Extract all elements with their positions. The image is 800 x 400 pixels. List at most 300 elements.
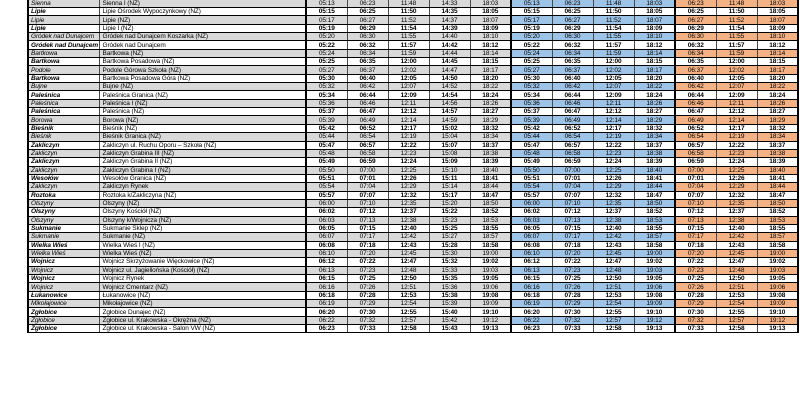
time-cell: 14:57 [429, 108, 470, 116]
time-cell: 06:37 [675, 66, 716, 74]
time-cell: 12:25 [593, 166, 634, 174]
time-cell: 18:24 [470, 91, 511, 99]
time-cell: 06:42 [347, 83, 388, 91]
time-cell: 19:00 [470, 249, 511, 257]
time-cell: 05:24 [306, 49, 347, 57]
time-cell: 11:57 [716, 41, 757, 49]
time-cell: 06:54 [552, 133, 593, 141]
time-cell: 06:18 [511, 291, 552, 299]
time-cell: 06:23 [347, 0, 388, 8]
time-cell: 19:09 [634, 300, 675, 308]
time-cell: 05:25 [306, 58, 347, 66]
station-cell: Olszyny [28, 208, 99, 216]
time-cell: 12:17 [388, 124, 429, 132]
time-cell: 06:47 [552, 108, 593, 116]
station-cell: Sienna [28, 0, 99, 8]
stop-cell: Wielka Wieś I (NZ) [99, 241, 306, 249]
time-cell: 12:12 [388, 108, 429, 116]
time-cell: 06:05 [511, 224, 552, 232]
table-row [28, 233, 798, 241]
time-cell: 07:10 [552, 199, 593, 207]
time-cell: 11:55 [388, 33, 429, 41]
time-cell: 12:51 [388, 283, 429, 291]
time-cell: 07:13 [347, 216, 388, 224]
time-cell: 19:13 [757, 325, 798, 333]
table-row [28, 208, 798, 216]
time-cell: 11:52 [388, 16, 429, 24]
time-cell: 18:47 [470, 191, 511, 199]
time-cell: 06:57 [675, 141, 716, 149]
time-cell: 07:26 [347, 283, 388, 291]
time-cell: 06:08 [511, 241, 552, 249]
time-cell: 15:43 [429, 325, 470, 333]
time-cell: 11:54 [388, 24, 429, 32]
time-cell: 07:32 [675, 316, 716, 324]
time-cell: 06:23 [306, 325, 347, 333]
time-cell: 11:50 [716, 8, 757, 16]
time-cell: 05:15 [306, 8, 347, 16]
time-cell: 18:03 [470, 0, 511, 8]
time-cell: 12:26 [593, 174, 634, 182]
time-cell: 12:55 [716, 308, 757, 316]
time-cell: 12:14 [593, 116, 634, 124]
time-cell: 12:42 [388, 233, 429, 241]
time-cell: 12:11 [716, 99, 757, 107]
time-cell: 05:50 [306, 166, 347, 174]
table-row [28, 183, 798, 191]
time-cell: 12:23 [388, 149, 429, 157]
time-cell: 11:52 [593, 16, 634, 24]
time-cell: 18:55 [470, 224, 511, 232]
time-cell: 18:52 [757, 208, 798, 216]
time-cell: 07:01 [347, 174, 388, 182]
stop-cell: Olszyny (NZ) [99, 199, 306, 207]
time-cell: 12:26 [716, 174, 757, 182]
time-cell: 14:44 [429, 49, 470, 57]
time-cell: 18:26 [470, 99, 511, 107]
table-row [28, 108, 798, 116]
time-cell: 19:06 [470, 283, 511, 291]
time-cell: 06:42 [675, 83, 716, 91]
time-cell: 07:32 [347, 316, 388, 324]
table-row [28, 291, 798, 299]
time-cell: 05:39 [511, 116, 552, 124]
time-cell: 12:42 [593, 233, 634, 241]
stop-cell: Zgłobice ul. Krakowska - Okrężna (NZ) [99, 316, 306, 324]
time-cell: 06:37 [347, 66, 388, 74]
time-cell: 14:50 [429, 74, 470, 82]
time-cell: 06:59 [675, 158, 716, 166]
time-cell: 12:17 [593, 124, 634, 132]
time-cell: 07:29 [675, 300, 716, 308]
time-cell: 12:02 [388, 66, 429, 74]
stop-cell: Wojnicz ul. Jagiellońska (Kościół) (NZ) [99, 266, 306, 274]
time-cell: 12:17 [716, 124, 757, 132]
time-cell: 12:05 [716, 74, 757, 82]
time-cell: 12:14 [388, 116, 429, 124]
time-cell: 19:00 [757, 249, 798, 257]
station-cell: Wojnicz [28, 283, 99, 291]
time-cell: 06:46 [675, 99, 716, 107]
time-cell: 06:12 [306, 258, 347, 266]
station-cell: Paleśnica [28, 108, 99, 116]
time-cell: 18:09 [757, 24, 798, 32]
time-cell: 06:07 [511, 233, 552, 241]
time-cell: 06:49 [675, 116, 716, 124]
time-cell: 06:42 [552, 83, 593, 91]
time-cell: 19:02 [634, 258, 675, 266]
time-cell: 06:57 [347, 141, 388, 149]
time-cell: 14:59 [429, 116, 470, 124]
station-cell: Zakliczyn [28, 141, 99, 149]
time-cell: 06:27 [552, 16, 593, 24]
station-cell: Gródek nad Dunajcem [28, 33, 99, 41]
time-cell: 19:00 [634, 249, 675, 257]
time-cell: 12:09 [593, 91, 634, 99]
time-cell: 06:23 [511, 325, 552, 333]
time-cell: 12:38 [716, 216, 757, 224]
time-cell: 06:16 [511, 283, 552, 291]
time-cell: 18:41 [757, 174, 798, 182]
time-cell: 14:37 [429, 16, 470, 24]
station-cell: Zgłobice [28, 308, 99, 316]
time-cell: 05:13 [511, 0, 552, 8]
station-cell: Paleśnica [28, 99, 99, 107]
time-cell: 18:09 [470, 24, 511, 32]
time-cell: 11:55 [716, 33, 757, 41]
time-cell: 18:39 [757, 158, 798, 166]
time-cell: 18:27 [634, 108, 675, 116]
time-cell: 07:13 [675, 216, 716, 224]
time-cell: 18:44 [634, 183, 675, 191]
station-cell: Roztoka [28, 191, 99, 199]
time-cell: 07:17 [347, 233, 388, 241]
time-cell: 15:17 [429, 191, 470, 199]
time-cell: 18:44 [470, 183, 511, 191]
time-cell: 12:54 [388, 300, 429, 308]
time-cell: 12:35 [593, 199, 634, 207]
time-cell: 15:39 [429, 300, 470, 308]
time-cell: 07:33 [552, 325, 593, 333]
time-cell: 06:49 [347, 116, 388, 124]
table-row [28, 33, 798, 41]
time-cell: 07:15 [552, 224, 593, 232]
time-cell: 07:30 [675, 308, 716, 316]
time-cell: 11:57 [388, 41, 429, 49]
time-cell: 12:29 [593, 183, 634, 191]
time-cell: 05:37 [511, 108, 552, 116]
time-cell: 18:27 [470, 108, 511, 116]
time-cell: 05:42 [511, 124, 552, 132]
time-cell: 06:29 [347, 24, 388, 32]
time-cell: 18:03 [634, 0, 675, 8]
time-cell: 06:15 [511, 275, 552, 283]
time-cell: 15:25 [429, 224, 470, 232]
time-cell: 14:40 [429, 33, 470, 41]
time-cell: 06:46 [552, 99, 593, 107]
time-cell: 07:17 [675, 233, 716, 241]
time-cell: 12:47 [388, 258, 429, 266]
time-cell: 18:05 [470, 8, 511, 16]
time-cell: 18:55 [634, 224, 675, 232]
time-cell: 07:00 [675, 166, 716, 174]
table-row [28, 300, 798, 308]
time-cell: 06:00 [511, 199, 552, 207]
time-cell: 07:15 [347, 224, 388, 232]
time-cell: 07:28 [552, 291, 593, 299]
time-cell: 06:58 [347, 149, 388, 157]
time-cell: 12:47 [593, 258, 634, 266]
time-cell: 11:59 [716, 49, 757, 57]
time-cell: 07:22 [675, 258, 716, 266]
time-cell: 12:11 [388, 99, 429, 107]
time-cell: 07:23 [347, 266, 388, 274]
time-cell: 06:19 [511, 300, 552, 308]
time-cell: 12:51 [593, 283, 634, 291]
time-cell: 18:32 [757, 124, 798, 132]
stop-cell: Wielka Wieś (NZ) [99, 249, 306, 257]
table-row [28, 8, 798, 16]
time-cell: 06:10 [306, 249, 347, 257]
time-cell: 18:03 [757, 0, 798, 8]
table-row [28, 266, 798, 274]
time-cell: 18:20 [634, 74, 675, 82]
time-cell: 05:27 [511, 66, 552, 74]
time-cell: 18:07 [757, 16, 798, 24]
time-cell: 05:20 [511, 33, 552, 41]
station-cell: Wesołów [28, 174, 99, 182]
time-cell: 18:53 [757, 216, 798, 224]
time-cell: 15:30 [429, 249, 470, 257]
time-cell: 19:02 [757, 258, 798, 266]
stop-cell: Lipie I (NZ) [99, 24, 306, 32]
time-cell: 19:13 [634, 325, 675, 333]
time-cell: 19:08 [470, 291, 511, 299]
time-cell: 05:51 [306, 174, 347, 182]
table-row [28, 275, 798, 283]
time-cell: 06:27 [347, 16, 388, 24]
time-cell: 07:17 [552, 233, 593, 241]
time-cell: 05:48 [306, 149, 347, 157]
time-cell: 12:38 [593, 216, 634, 224]
time-cell: 07:07 [675, 191, 716, 199]
time-cell: 05:25 [511, 58, 552, 66]
time-cell: 06:05 [306, 224, 347, 232]
time-cell: 06:34 [552, 49, 593, 57]
time-cell: 06:44 [675, 91, 716, 99]
time-cell: 19:12 [634, 316, 675, 324]
time-cell: 12:05 [388, 74, 429, 82]
time-cell: 07:22 [552, 258, 593, 266]
time-cell: 12:00 [388, 58, 429, 66]
time-cell: 07:23 [675, 266, 716, 274]
station-cell: Zakliczyn [28, 158, 99, 166]
table-row [28, 91, 798, 99]
table-row [28, 24, 798, 32]
time-cell: 06:34 [675, 49, 716, 57]
time-cell: 18:57 [634, 233, 675, 241]
time-cell: 14:33 [429, 0, 470, 8]
table-row [28, 58, 798, 66]
time-cell: 18:34 [757, 133, 798, 141]
time-cell: 07:20 [675, 249, 716, 257]
time-cell: 12:48 [716, 266, 757, 274]
timetable-body [28, 0, 798, 333]
time-cell: 12:54 [716, 300, 757, 308]
time-cell: 12:42 [716, 233, 757, 241]
station-cell: Zgłobice [28, 316, 99, 324]
time-cell: 12:24 [593, 158, 634, 166]
time-cell: 06:25 [347, 8, 388, 16]
time-cell: 06:34 [347, 49, 388, 57]
time-cell: 18:37 [757, 141, 798, 149]
time-cell: 07:01 [552, 174, 593, 182]
stop-cell: Gródek nad Dunajcem [99, 41, 306, 49]
time-cell: 18:57 [757, 233, 798, 241]
time-cell: 06:49 [552, 116, 593, 124]
stop-cell: Mikołajowice (NZ) [99, 300, 306, 308]
time-cell: 07:04 [675, 183, 716, 191]
stop-cell: Lipie Ośrodek Wypoczynkowy (NZ) [99, 8, 306, 16]
time-cell: 07:10 [675, 199, 716, 207]
time-cell: 12:48 [388, 266, 429, 274]
time-cell: 06:16 [306, 283, 347, 291]
time-cell: 19:13 [470, 325, 511, 333]
time-cell: 11:48 [716, 0, 757, 8]
time-cell: 12:25 [388, 166, 429, 174]
time-cell: 06:59 [347, 158, 388, 166]
time-cell: 11:55 [593, 33, 634, 41]
stop-cell: Zgłobice Dunajec (NZ) [99, 308, 306, 316]
time-cell: 12:22 [716, 141, 757, 149]
table-row [28, 141, 798, 149]
time-cell: 14:47 [429, 66, 470, 74]
time-cell: 06:58 [675, 149, 716, 157]
time-cell: 05:20 [306, 33, 347, 41]
time-cell: 15:22 [429, 208, 470, 216]
time-cell: 05:44 [306, 133, 347, 141]
stop-cell: Paleśnica (NZ) [99, 108, 306, 116]
stop-cell: Paleśnica Granica (NZ) [99, 91, 306, 99]
time-cell: 12:50 [388, 275, 429, 283]
stop-cell: Sukmanie (NZ) [99, 233, 306, 241]
time-cell: 07:25 [675, 275, 716, 283]
time-cell: 15:20 [429, 199, 470, 207]
time-cell: 05:19 [306, 24, 347, 32]
time-cell: 15:38 [429, 291, 470, 299]
time-cell: 06:32 [552, 41, 593, 49]
time-cell: 18:52 [634, 208, 675, 216]
time-cell: 12:53 [716, 291, 757, 299]
time-cell: 06:35 [552, 58, 593, 66]
time-cell: 18:26 [757, 99, 798, 107]
time-cell: 18:07 [470, 16, 511, 24]
time-cell: 18:57 [470, 233, 511, 241]
time-cell: 15:28 [429, 241, 470, 249]
time-cell: 19:09 [470, 300, 511, 308]
time-cell: 18:58 [634, 241, 675, 249]
time-cell: 18:15 [757, 58, 798, 66]
table-row [28, 199, 798, 207]
time-cell: 18:58 [757, 241, 798, 249]
time-cell: 12:43 [593, 241, 634, 249]
time-cell: 12:53 [388, 291, 429, 299]
time-cell: 18:14 [634, 49, 675, 57]
time-cell: 06:23 [552, 0, 593, 8]
time-cell: 15:14 [429, 183, 470, 191]
time-cell: 12:45 [716, 249, 757, 257]
time-cell: 12:43 [716, 241, 757, 249]
time-cell: 12:00 [716, 58, 757, 66]
time-cell: 12:40 [716, 224, 757, 232]
time-cell: 07:22 [347, 258, 388, 266]
station-cell: Bieśnik [28, 124, 99, 132]
time-cell: 12:19 [593, 133, 634, 141]
time-cell: 18:10 [470, 33, 511, 41]
time-cell: 06:25 [675, 8, 716, 16]
time-cell: 07:12 [347, 208, 388, 216]
time-cell: 06:30 [552, 33, 593, 41]
time-cell: 06:12 [511, 258, 552, 266]
time-cell: 11:52 [716, 16, 757, 24]
stop-cell: Roztoka k/Zakliczyna (NZ) [99, 191, 306, 199]
time-cell: 07:25 [552, 275, 593, 283]
time-cell: 12:11 [593, 99, 634, 107]
time-cell: 07:30 [552, 308, 593, 316]
stop-cell: Bujne (NZ) [99, 83, 306, 91]
time-cell: 12:58 [716, 325, 757, 333]
time-cell: 07:25 [347, 275, 388, 283]
time-cell: 18:37 [470, 141, 511, 149]
stop-cell: Olszyny k/Wojnicza (NZ) [99, 216, 306, 224]
time-cell: 05:32 [306, 83, 347, 91]
table-row [28, 191, 798, 199]
time-cell: 12:48 [593, 266, 634, 274]
time-cell: 06:52 [675, 124, 716, 132]
time-cell: 07:12 [552, 208, 593, 216]
time-cell: 12:23 [716, 149, 757, 157]
time-cell: 06:10 [511, 249, 552, 257]
time-cell: 06:29 [675, 24, 716, 32]
time-cell: 05:17 [511, 16, 552, 24]
timetable [27, 0, 799, 333]
time-cell: 06:46 [347, 99, 388, 107]
time-cell: 07:28 [347, 291, 388, 299]
time-cell: 06:35 [347, 58, 388, 66]
time-cell: 06:07 [306, 233, 347, 241]
stop-cell: Zakliczyn Grabina I (NZ) [99, 166, 306, 174]
time-cell: 15:27 [429, 233, 470, 241]
table-row [28, 99, 798, 107]
stop-cell: Bieśnik Granica (NZ) [99, 133, 306, 141]
table-row [28, 149, 798, 157]
stop-cell: Wojnicz Rynek [99, 275, 306, 283]
time-cell: 06:40 [552, 74, 593, 82]
time-cell: 18:29 [470, 116, 511, 124]
time-cell: 06:22 [306, 316, 347, 324]
time-cell: 15:35 [429, 275, 470, 283]
time-cell: 11:50 [388, 8, 429, 16]
time-cell: 12:24 [388, 158, 429, 166]
time-cell: 15:23 [429, 216, 470, 224]
time-cell: 05:15 [511, 8, 552, 16]
time-cell: 06:02 [306, 208, 347, 216]
table-row [28, 249, 798, 257]
stop-cell: Wojnicz Skrzyżowanie Więckowice (NZ) [99, 258, 306, 266]
time-cell: 19:12 [470, 316, 511, 324]
time-cell: 15:07 [429, 141, 470, 149]
stop-cell: Bartkowa Posadowa (NZ) [99, 58, 306, 66]
